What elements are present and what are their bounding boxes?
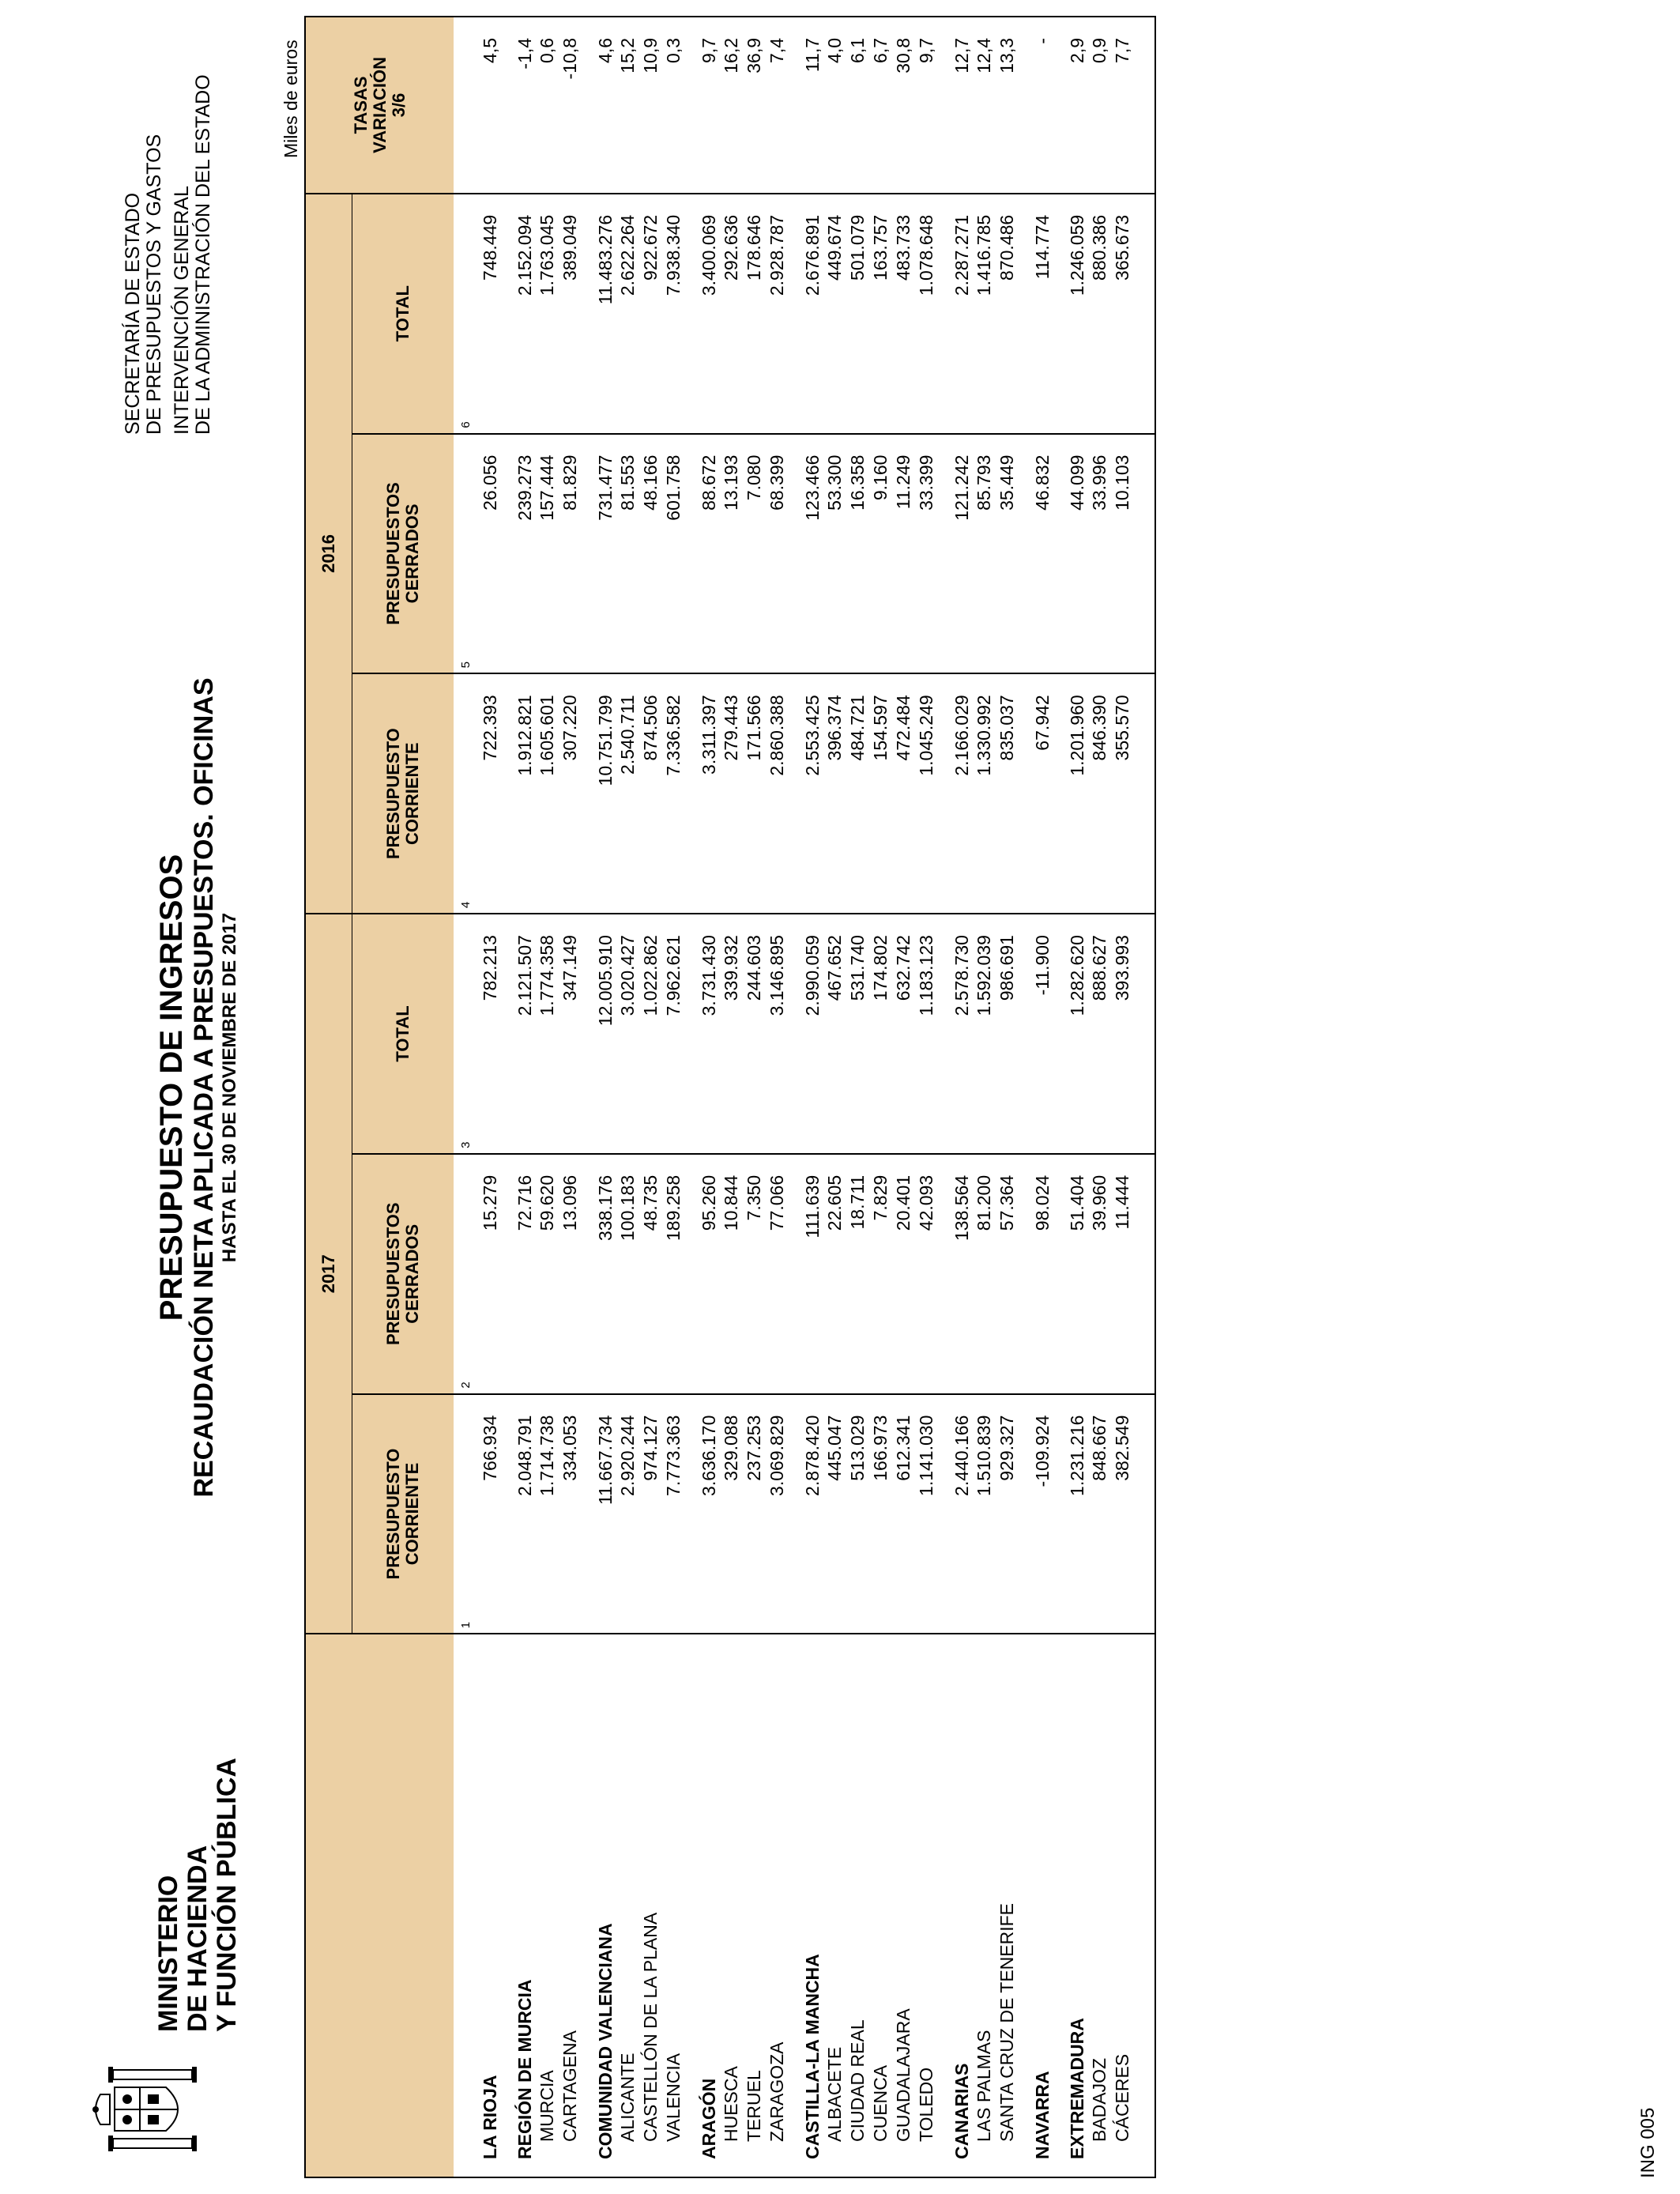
data-table (304, 16, 1156, 2178)
row-value-col-2: 10.844 (720, 1154, 743, 1394)
column-number-text: 2 (459, 1382, 473, 1389)
row-value-col-2: 13.096 (559, 1154, 582, 1394)
row-value-col-6: 1.416.785 (973, 194, 996, 434)
row-value-col-4: 396.374 (823, 673, 846, 914)
row-value-col-3: -11.900 (1019, 914, 1053, 1154)
row-label: CIUDAD REAL (846, 1634, 869, 2177)
table-row (996, 17, 1019, 2177)
row-value-col-5: 81.553 (616, 434, 639, 674)
row-label: SANTA CRUZ DE TENERIFE (996, 1634, 1019, 2177)
row-value-col-4: 472.484 (892, 673, 915, 914)
row-value-col-2: 39.960 (1088, 1154, 1111, 1394)
row-value-col-4: 7.336.582 (662, 673, 685, 914)
row-value-col-6: 3.400.069 (685, 194, 720, 434)
column-number-6 (454, 194, 473, 434)
row-value-col-4: 2.860.388 (766, 673, 789, 914)
row-value-col-7: 4,5 (473, 17, 501, 194)
row-value-col-7: 0,9 (1088, 17, 1111, 194)
row-value-col-3: 1.592.039 (973, 914, 996, 1154)
coat-of-arms-icon (91, 2064, 205, 2154)
row-value-col-6: 11.483.276 (582, 194, 616, 434)
column-header-6 (352, 194, 454, 434)
column-number-text: 6 (459, 421, 473, 428)
tasas-line-1: TASAS (350, 76, 371, 134)
row-value-col-3: 174.802 (869, 914, 892, 1154)
units-label: Miles de euros (281, 40, 301, 158)
column-number-blank (454, 1634, 473, 2177)
row-value-col-2: 100.183 (616, 1154, 639, 1394)
column-header-line-1: PRESUPUESTO (383, 1448, 403, 1580)
row-value-col-7: 36,9 (743, 17, 766, 194)
row-value-col-6: 365.673 (1111, 194, 1134, 434)
row-value-col-7: -1,4 (501, 17, 536, 194)
column-number-text: 1 (459, 1622, 473, 1629)
table-row (869, 17, 892, 2177)
row-value-col-4: 1.912.821 (501, 673, 536, 914)
row-value-col-3: 12.005.910 (582, 914, 616, 1154)
table-row (892, 17, 915, 2177)
row-label: ALBACETE (823, 1634, 846, 2177)
row-value-col-6: 2.928.787 (766, 194, 789, 434)
row-value-col-7: 4,0 (823, 17, 846, 194)
table-row (743, 17, 766, 2177)
row-value-col-5: 11.249 (892, 434, 915, 674)
row-value-col-2: 77.066 (766, 1154, 789, 1394)
row-value-col-3: 244.603 (743, 914, 766, 1154)
row-value-col-5: 13.193 (720, 434, 743, 674)
column-header-line-1: PRESUPUESTOS (383, 482, 403, 625)
row-value-col-7: - (1019, 17, 1053, 194)
row-label: HUESCA (720, 1634, 743, 2177)
row-value-col-4: 1.045.249 (915, 673, 938, 914)
column-number-text: 5 (459, 661, 473, 669)
secretaria-line-3: INTERVENCIÓN GENERAL (171, 186, 193, 435)
row-value-col-4: 307.220 (559, 673, 582, 914)
row-value-col-7: 2,9 (1053, 17, 1088, 194)
row-value-col-1: 2.048.791 (501, 1394, 536, 1634)
row-value-col-1: 2.878.420 (789, 1394, 823, 1634)
row-value-col-1: 1.510.839 (973, 1394, 996, 1634)
row-label: CANARIAS (938, 1634, 973, 2177)
row-value-col-3: 1.282.620 (1053, 914, 1088, 1154)
row-value-col-7: 12,7 (938, 17, 973, 194)
row-value-col-6: 922.672 (639, 194, 662, 434)
column-number-5 (454, 434, 473, 674)
row-value-col-7: 7,7 (1111, 17, 1134, 194)
row-value-col-1: 166.973 (869, 1394, 892, 1634)
secretaria-line-2: DE PRESUPUESTOS Y GASTOS (143, 134, 165, 435)
row-value-col-4: 10.751.799 (582, 673, 616, 914)
column-header-line-2: CORRIENTE (402, 1462, 422, 1566)
row-value-col-4: 2.166.029 (938, 673, 973, 914)
row-value-col-3: 467.652 (823, 914, 846, 1154)
ministry-line-2: DE HACIENDA (183, 1845, 213, 2032)
row-value-col-5: 731.477 (582, 434, 616, 674)
row-value-col-4: 279.443 (720, 673, 743, 914)
table-row (685, 17, 720, 2177)
row-value-col-6: 114.774 (1019, 194, 1053, 434)
row-value-col-6: 389.049 (559, 194, 582, 434)
table-row (1088, 17, 1111, 2177)
column-number-2 (454, 1154, 473, 1394)
row-value-col-5: 44.099 (1053, 434, 1088, 674)
row-value-col-7: 11,7 (789, 17, 823, 194)
column-header-line-2: CERRADOS (402, 1223, 422, 1324)
row-value-col-3: 7.962.621 (662, 914, 685, 1154)
row-value-col-5: 123.466 (789, 434, 823, 674)
row-value-col-5: 68.399 (766, 434, 789, 674)
column-number-text: 3 (459, 1141, 473, 1148)
column-number-blank (454, 17, 473, 194)
row-label: EXTREMADURA (1053, 1634, 1088, 2177)
secretaria-line-1: SECRETARÍA DE ESTADO (122, 192, 144, 435)
row-value-col-3: 1.022.862 (639, 914, 662, 1154)
row-value-col-5: 16.358 (846, 434, 869, 674)
table-row (973, 17, 996, 2177)
row-label: BADAJOZ (1088, 1634, 1111, 2177)
row-label: LA RIOJA (473, 1634, 501, 2177)
row-value-col-6: 163.757 (869, 194, 892, 434)
table-row (720, 17, 743, 2177)
row-label: CÁCERES (1111, 1634, 1134, 2177)
row-label: CASTILLA-LA MANCHA (789, 1634, 823, 2177)
row-value-col-4: 1.605.601 (536, 673, 559, 914)
row-value-col-1: 766.934 (473, 1394, 501, 1634)
row-value-col-6: 178.646 (743, 194, 766, 434)
row-value-col-5: 48.166 (639, 434, 662, 674)
row-value-col-7: 6,7 (869, 17, 892, 194)
row-value-col-4: 484.721 (846, 673, 869, 914)
row-value-col-1: 3.069.829 (766, 1394, 789, 1634)
row-value-col-3: 3.020.427 (616, 914, 639, 1154)
table-row (1111, 17, 1134, 2177)
row-value-col-1: 974.127 (639, 1394, 662, 1634)
table-row (662, 17, 685, 2177)
footer-code: ING 005 (1637, 2107, 1659, 2178)
row-value-col-5: 121.242 (938, 434, 973, 674)
row-label: CARTAGENA (559, 1634, 582, 2177)
row-value-col-3: 2.578.730 (938, 914, 973, 1154)
row-value-col-7: 16,2 (720, 17, 743, 194)
row-value-col-4: 2.540.711 (616, 673, 639, 914)
row-value-col-4: 874.506 (639, 673, 662, 914)
row-value-col-2: 59.620 (536, 1154, 559, 1394)
ministry-name (154, 1758, 242, 2032)
row-value-col-1: 1.714.738 (536, 1394, 559, 1634)
row-value-col-1: 513.029 (846, 1394, 869, 1634)
end-cell (1134, 1634, 1155, 2177)
row-value-col-4: 2.553.425 (789, 673, 823, 914)
row-value-col-6: 1.763.045 (536, 194, 559, 434)
row-value-col-5: 157.444 (536, 434, 559, 674)
table-row (639, 17, 662, 2177)
row-value-col-6: 2.676.891 (789, 194, 823, 434)
row-value-col-4: 846.390 (1088, 673, 1111, 914)
row-value-col-3: 1.183.123 (915, 914, 938, 1154)
row-value-col-7: 0,6 (536, 17, 559, 194)
row-value-col-5: 10.103 (1111, 434, 1134, 674)
row-value-col-2: 20.401 (892, 1154, 915, 1394)
ministry-line-3: Y FUNCIÓN PÚBLICA (212, 1758, 242, 2032)
column-header-1 (352, 1394, 454, 1634)
row-value-col-1: 334.053 (559, 1394, 582, 1634)
row-label: REGIÓN DE MURCIA (501, 1634, 536, 2177)
row-label: NAVARRA (1019, 1634, 1053, 2177)
table-row (823, 17, 846, 2177)
row-value-col-1: 11.667.734 (582, 1394, 616, 1634)
table-row (1019, 17, 1053, 2177)
column-number-4 (454, 673, 473, 914)
table-row (536, 17, 559, 2177)
row-value-col-1: -109.924 (1019, 1394, 1053, 1634)
row-value-col-3: 2.990.059 (789, 914, 823, 1154)
row-value-col-2: 72.716 (501, 1154, 536, 1394)
row-value-col-3: 393.993 (1111, 914, 1134, 1154)
row-value-col-5: 601.758 (662, 434, 685, 674)
row-value-col-5: 35.449 (996, 434, 1019, 674)
column-number-text: 4 (459, 901, 473, 909)
row-value-col-6: 1.078.648 (915, 194, 938, 434)
table-end-row (1134, 17, 1155, 2177)
row-value-col-2: 15.279 (473, 1154, 501, 1394)
tasas-line-2: VARIACIÓN (369, 56, 390, 153)
row-value-col-7: 9,7 (915, 17, 938, 194)
row-value-col-2: 57.364 (996, 1154, 1019, 1394)
row-label: ZARAGOZA (766, 1634, 789, 2177)
row-value-col-4: 722.393 (473, 673, 501, 914)
row-value-col-3: 632.742 (892, 914, 915, 1154)
row-value-col-5: 239.273 (501, 434, 536, 674)
row-value-col-1: 2.440.166 (938, 1394, 973, 1634)
row-value-col-5: 33.399 (915, 434, 938, 674)
row-value-col-3: 531.740 (846, 914, 869, 1154)
row-value-col-2: 7.829 (869, 1154, 892, 1394)
row-value-col-3: 782.213 (473, 914, 501, 1154)
table-row (938, 17, 973, 2177)
row-value-col-1: 237.253 (743, 1394, 766, 1634)
row-value-col-7: 12,4 (973, 17, 996, 194)
row-value-col-7: 30,8 (892, 17, 915, 194)
row-value-col-7: 9,7 (685, 17, 720, 194)
title-line-1: PRESUPUESTO DE INGRESOS (154, 854, 189, 1321)
secretaria-block (122, 74, 214, 435)
row-value-col-1: 329.088 (720, 1394, 743, 1634)
row-value-col-5: 9.160 (869, 434, 892, 674)
row-value-col-6: 483.733 (892, 194, 915, 434)
row-value-col-2: 189.258 (662, 1154, 685, 1394)
row-value-col-2: 138.564 (938, 1154, 973, 1394)
end-cell (1134, 17, 1155, 194)
row-value-col-6: 7.938.340 (662, 194, 685, 434)
table-row (766, 17, 789, 2177)
row-value-col-5: 7.080 (743, 434, 766, 674)
row-value-col-2: 42.093 (915, 1154, 938, 1394)
end-cell (1134, 673, 1155, 914)
row-value-col-6: 449.674 (823, 194, 846, 434)
column-header-4 (352, 673, 454, 914)
row-value-col-1: 7.773.363 (662, 1394, 685, 1634)
row-value-col-3: 339.932 (720, 914, 743, 1154)
row-value-col-6: 870.486 (996, 194, 1019, 434)
row-value-col-3: 888.627 (1088, 914, 1111, 1154)
column-header-line-1: PRESUPUESTOS (383, 1202, 403, 1346)
row-value-col-2: 11.444 (1111, 1154, 1134, 1394)
row-label: MURCIA (536, 1634, 559, 2177)
column-header-line-2: CERRADOS (402, 503, 422, 604)
row-value-col-6: 2.287.271 (938, 194, 973, 434)
row-value-col-1: 612.341 (892, 1394, 915, 1634)
row-value-col-3: 3.146.895 (766, 914, 789, 1154)
row-value-col-2: 98.024 (1019, 1154, 1053, 1394)
row-value-col-6: 501.079 (846, 194, 869, 434)
row-value-col-7: 4,6 (582, 17, 616, 194)
row-value-col-5: 46.832 (1019, 434, 1053, 674)
row-value-col-1: 2.920.244 (616, 1394, 639, 1634)
row-value-col-6: 292.636 (720, 194, 743, 434)
row-value-col-4: 355.570 (1111, 673, 1134, 914)
column-header-line-1: PRESUPUESTO (383, 728, 403, 860)
header-label-blank (305, 1634, 454, 2177)
table-row (1053, 17, 1088, 2177)
row-value-col-4: 1.330.992 (973, 673, 996, 914)
row-value-col-1: 1.231.216 (1053, 1394, 1088, 1634)
row-value-col-7: -10,8 (559, 17, 582, 194)
row-value-col-4: 154.597 (869, 673, 892, 914)
table-row (846, 17, 869, 2177)
row-value-col-3: 1.774.358 (536, 914, 559, 1154)
table-row (789, 17, 823, 2177)
title-line-3: HASTA EL 30 DE NOVIEMBRE DE 2017 (219, 912, 240, 1263)
row-value-col-3: 986.691 (996, 914, 1019, 1154)
row-value-col-3: 347.149 (559, 914, 582, 1154)
row-value-col-4: 1.201.960 (1053, 673, 1088, 914)
row-value-col-5: 88.672 (685, 434, 720, 674)
row-label: GUADALAJARA (892, 1634, 915, 2177)
row-value-col-2: 338.176 (582, 1154, 616, 1394)
row-value-col-1: 848.667 (1088, 1394, 1111, 1634)
end-cell (1134, 1394, 1155, 1634)
row-value-col-2: 81.200 (973, 1154, 996, 1394)
row-value-col-5: 53.300 (823, 434, 846, 674)
row-value-col-2: 48.735 (639, 1154, 662, 1394)
end-cell (1134, 434, 1155, 674)
row-value-col-2: 22.605 (823, 1154, 846, 1394)
row-value-col-2: 95.260 (685, 1154, 720, 1394)
column-header-2 (352, 1154, 454, 1394)
column-header-line-1: TOTAL (393, 1005, 412, 1062)
column-header-line-2: CORRIENTE (402, 742, 422, 845)
row-label: CUENCA (869, 1634, 892, 2177)
secretaria-line-4: DE LA ADMINISTRACIÓN DEL ESTADO (192, 74, 214, 435)
row-value-col-5: 81.829 (559, 434, 582, 674)
row-value-col-5: 26.056 (473, 434, 501, 674)
row-value-col-2: 111.639 (789, 1154, 823, 1394)
table-row (473, 17, 501, 2177)
row-value-col-6: 2.152.094 (501, 194, 536, 434)
row-value-col-4: 3.311.397 (685, 673, 720, 914)
ministry-line-1: MINISTERIO (153, 1875, 183, 2032)
table-row (501, 17, 536, 2177)
table-row (559, 17, 582, 2177)
row-label: TERUEL (743, 1634, 766, 2177)
row-label: ALICANTE (616, 1634, 639, 2177)
row-value-col-6: 880.386 (1088, 194, 1111, 434)
end-cell (1134, 914, 1155, 1154)
row-label: COMUNIDAD VALENCIANA (582, 1634, 616, 2177)
row-value-col-1: 3.636.170 (685, 1394, 720, 1634)
column-header-line-1: TOTAL (393, 285, 412, 342)
row-label: VALENCIA (662, 1634, 685, 2177)
row-value-col-2: 7.350 (743, 1154, 766, 1394)
row-value-col-7: 10,9 (639, 17, 662, 194)
row-value-col-5: 85.793 (973, 434, 996, 674)
title-line-2: RECAUDACIÓN NETA APLICADA A PRESUPUESTOS. OFICINAS (189, 677, 219, 1498)
row-value-col-7: 15,2 (616, 17, 639, 194)
row-value-col-7: 6,1 (846, 17, 869, 194)
header-tasas (305, 17, 454, 194)
column-number-3 (454, 914, 473, 1154)
row-value-col-3: 3.731.430 (685, 914, 720, 1154)
row-value-col-6: 2.622.264 (616, 194, 639, 434)
column-number-1 (454, 1394, 473, 1634)
end-cell (1134, 194, 1155, 434)
row-value-col-1: 929.327 (996, 1394, 1019, 1634)
table-row (582, 17, 616, 2177)
page-title (154, 534, 241, 1641)
row-value-col-4: 171.566 (743, 673, 766, 914)
column-header-5 (352, 434, 454, 674)
row-value-col-7: 7,4 (766, 17, 789, 194)
row-value-col-4: 67.942 (1019, 673, 1053, 914)
row-value-col-1: 445.047 (823, 1394, 846, 1634)
row-value-col-6: 748.449 (473, 194, 501, 434)
row-label: ARAGÓN (685, 1634, 720, 2177)
row-value-col-5: 33.996 (1088, 434, 1111, 674)
column-header-3 (352, 914, 454, 1154)
row-value-col-3: 2.121.507 (501, 914, 536, 1154)
row-value-col-7: 0,3 (662, 17, 685, 194)
table-row (915, 17, 938, 2177)
row-label: CASTELLÓN DE LA PLANA (639, 1634, 662, 2177)
table-row (616, 17, 639, 2177)
row-label: LAS PALMAS (973, 1634, 996, 2177)
tasas-line-3: 3/6 (388, 92, 409, 118)
row-value-col-2: 51.404 (1053, 1154, 1088, 1394)
header-year-2017: 2017 (305, 914, 352, 1634)
row-value-col-6: 1.246.059 (1053, 194, 1088, 434)
row-label: TOLEDO (915, 1634, 938, 2177)
end-cell (1134, 1154, 1155, 1394)
row-value-col-1: 382.549 (1111, 1394, 1134, 1634)
row-value-col-2: 18.711 (846, 1154, 869, 1394)
row-value-col-1: 1.141.030 (915, 1394, 938, 1634)
row-value-col-4: 835.037 (996, 673, 1019, 914)
row-value-col-7: 13,3 (996, 17, 1019, 194)
header-year-2016: 2016 (305, 194, 352, 914)
